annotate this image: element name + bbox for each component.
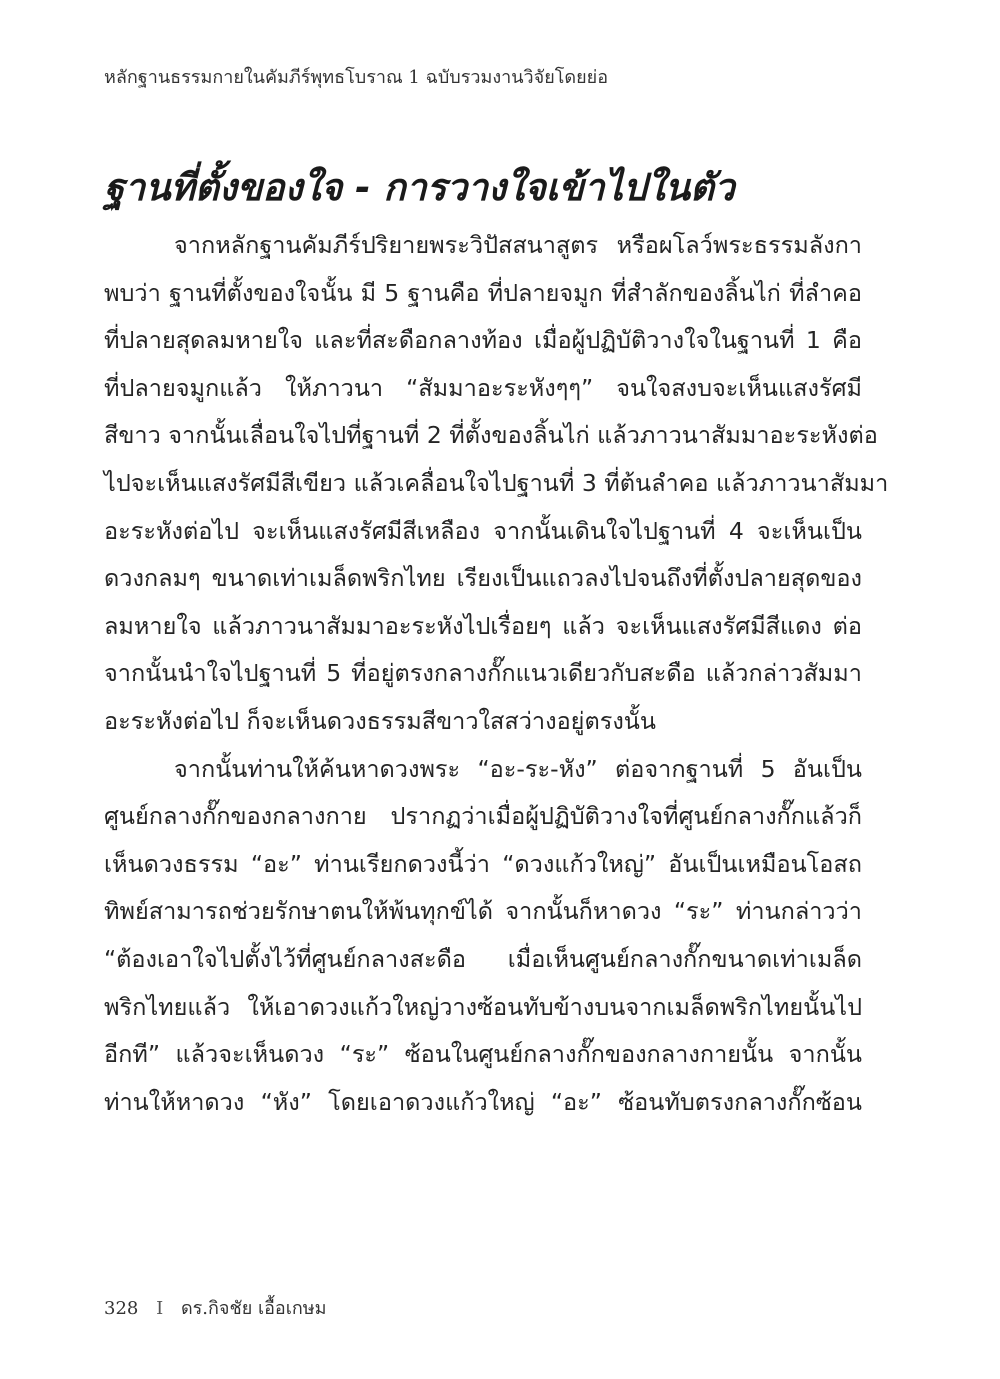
text-line: ศูนย์กลางกั๊กของกลางกาย ปรากฏว่าเมื่อผู้ปฏิบัติวางใจที่ศูนย์กลางกั๊กแล้วก็ xyxy=(104,802,862,831)
text-line: จากนั้นนำใจไปฐานที่ 5 ที่อยู่ตรงกลางกั๊กแนวเดียวกับสะดือ แล้วกล่าวสัมมา xyxy=(104,659,862,688)
text-line: อะระหังต่อไป ก็จะเห็นดวงธรรมสีขาวใสสว่างอยู่ตรงนั้น xyxy=(104,706,656,735)
paragraph xyxy=(104,746,862,1127)
body-text xyxy=(104,222,889,1126)
text-line: เห็นดวงธรรม “อะ” ท่านเรียกดวงนี้ว่า “ดวงแก้วใหญ่” อันเป็นเหมือนโอสถ xyxy=(104,849,862,878)
text-line: พริกไทยแล้ว ให้เอาดวงแก้วใหญ่วางซ้อนทับข้างบนจากเมล็ดพริกไทยนั้นไป xyxy=(104,992,862,1021)
text-line: “ต้องเอาใจไปตั้งไว้ที่ศูนย์กลางสะดือ เมื่อเห็นศูนย์กลางกั๊กขนาดเท่าเมล็ด xyxy=(104,944,862,973)
text-line: ทิพย์สามารถช่วยรักษาตนให้พ้นทุกข์ได้ จากนั้นก็หาดวง “ระ” ท่านกล่าวว่า xyxy=(104,897,862,926)
text-line: ดวงกลมๆ ขนาดเท่าเมล็ดพริกไทย เรียงเป็นแถวลงไปจนถึงที่ตั้งปลายสุดของ xyxy=(104,564,862,593)
page-footer xyxy=(104,1293,327,1322)
footer-separator: I xyxy=(156,1298,164,1319)
text-line: สีขาว จากนั้นเลื่อนใจไปที่ฐานที่ 2 ที่ตั้งของลิ้นไก่ แล้วภาวนาสัมมาอะระหังต่อ xyxy=(104,421,878,450)
text-line: ท่านให้หาดวง “หัง” โดยเอาดวงแก้วใหญ่ “อะ” ซ้อนทับตรงกลางกั๊กซ้อน xyxy=(104,1087,862,1116)
running-header: หลักฐานธรรมกายในคัมภีร์พุทธโบราณ 1 ฉบับรวมงานวิจัยโดยย่อ xyxy=(104,67,609,88)
text-line: อะระหังต่อไป จะเห็นแสงรัศมีสีเหลือง จากนั้นเดินใจไปฐานที่ 4 จะเห็นเป็น xyxy=(104,516,862,545)
text-line: อีกที” แล้วจะเห็นดวง “ระ” ซ้อนในศูนย์กลางกั๊กของกลางกายนั้น จากนั้น xyxy=(104,1040,862,1069)
author-name: ดร.กิจชัย เอื้อเกษม xyxy=(180,1298,327,1319)
text-line: ไปจะเห็นแสงรัศมีสีเขียว แล้วเคลื่อนใจไปฐานที่ 3 ที่ต้นลำคอ แล้วภาวนาสัมมา xyxy=(104,468,889,497)
text-line: จากหลักฐานคัมภีร์ปริยายพระวิปัสสนาสูตร หรือผโลว์พระธรรมลังกา xyxy=(174,231,862,259)
text-line: ที่ปลายสุดลมหายใจ และที่สะดือกลางท้อง เมื่อผู้ปฏิบัติวางใจในฐานที่ 1 คือ xyxy=(104,326,862,355)
page-number: 328 xyxy=(104,1298,139,1319)
paragraph xyxy=(104,222,889,746)
text-line: จากนั้นท่านให้ค้นหาดวงพระ “อะ-ระ-หัง” ต่อจากฐานที่ 5 อันเป็น xyxy=(174,754,862,783)
text-line: พบว่า ฐานที่ตั้งของใจนั้น มี 5 ฐานคือ ที่ปลายจมูก ที่สำลักของลิ้นไก่ ที่ลำคอ xyxy=(104,278,862,307)
text-line: ที่ปลายจมูกแล้ว ให้ภาวนา “สัมมาอะระหังๆๆ” จนใจสงบจะเห็นแสงรัศมี xyxy=(104,373,862,402)
text-line: ลมหายใจ แล้วภาวนาสัมมาอะระหังไปเรื่อยๆ แล้ว จะเห็นแสงรัศมีสีแดง ต่อ xyxy=(104,611,862,640)
section-title: ฐานที่ตั้งของใจ - การวางใจเข้าไปในตัว xyxy=(104,166,735,209)
